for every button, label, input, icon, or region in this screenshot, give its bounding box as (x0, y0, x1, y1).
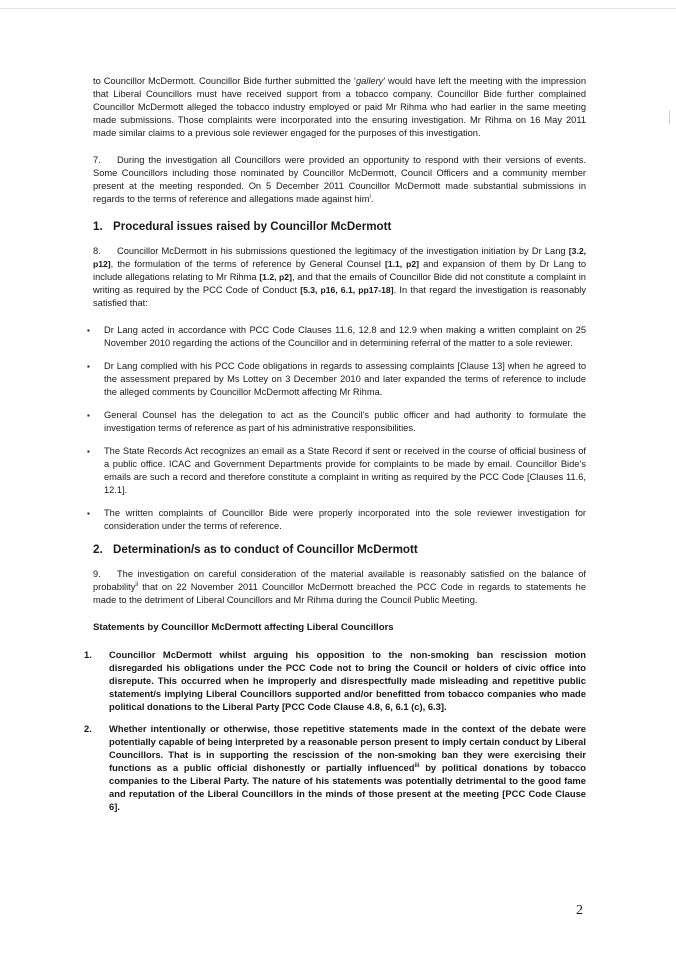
section-heading-procedural: 1. Procedural issues raised by Councillor McDermott (93, 220, 392, 233)
subheading-liberal-councillors: Statements by Councillor McDermott affecting Liberal Councillors (93, 622, 394, 633)
document-body (84, 75, 586, 822)
finding-item: 1. Councillor McDermott whilst arguing his opposition to the non-smoking ban rescission motion disregarded his obligations under the PCC Code not to bring the Council or holders of civic office into disrepute. This occurred when he improperly and disrespectfully made misleading and repetitive public statement/s implying Liberal Councillors supported and/or benefitted from tobacco companies who made political donations to the Liberal Party [PCC Code Clause 4.8, 6, 6.1 (c), 6.3]. (84, 649, 586, 712)
paragraph-number: 8. (93, 246, 101, 256)
reference: [1.1, p2] (385, 259, 419, 269)
footnote-marker: i (369, 193, 371, 200)
bullet-marker: ▪ (87, 447, 90, 456)
paragraph-number: 7. (93, 155, 101, 165)
list-item: ▪ The written complaints of Councillor Bide were properly incorporated into the sole reviewer investigation for consideration under the terms of reference. (87, 508, 586, 531)
paragraph-7: 7. During the investigation all Councillors were provided an opportunity to respond with their versions of events. Some Councillors including those nominated by Councillor McDermott, Council Officers and a community member present at the meeting responded. On 5 December 2011 Councillor McDermott made substantial submissions in regards to the terms of reference and allegations made against him$^i$. (93, 155, 586, 204)
bullet-marker: ▪ (87, 326, 90, 335)
findings-list (84, 648, 586, 813)
finding-item: 2. Whether intentionally or otherwise, those repetitive statements made in the context of the debate were potentially capable of being interpreted by a reasonable person present to imply certain conduct by Liberal Councillors. That is in supporting the rescission of the non-smoking ban they were exercising their functions as a public official dishonestly or partially influenced$^{iii}$ by political donations by tobacco companies to the Liberal Party. The nature of his statements was potentially detrimental to the good fame and reputation of the Liberal Councillors in the minds of those present at the meeting [PCC Code Clause 6]. (84, 723, 586, 812)
paragraph-9: 9. The investigation on careful consideration of the material available is reasonably satisfied on the balance of probability$^{ii}$ that on 22 November 2011 Councillor McDermott breached the PCC Code in regards to statements he made to the detriment of Liberal Councillors and Mr Rihma during the Council Public Meeting. (93, 569, 586, 605)
bullet-marker: ▪ (87, 362, 90, 371)
continuation-paragraph: to Councillor McDermott. Councillor Bide further submitted the ‘gallery’ would have left the meeting with the impression that Liberal Councillors must have received support from a tobacco company. Councillor Bide further complained Councillor McDermott alleged the tobacco industry employed or paid Mr Rihma who had earlier in the same meeting made submissions. Those complaints were incorporated into the ensuring investigation. Mr Rihma on 16 May 2011 made similar claims to a previous sole reviewer engaged for the purposes of this investigation. (93, 76, 586, 138)
finding-number: 2. (84, 723, 92, 734)
paragraph-number: 9. (93, 569, 101, 579)
page-number: 2 (576, 903, 583, 918)
reference: [1.2, p2] (259, 272, 292, 282)
reference: [3.2, p12] (93, 246, 586, 269)
satisfied-list (87, 324, 586, 533)
footnote-marker: iii (414, 762, 420, 769)
paragraph-8: 8. Councillor McDermott in his submissions questioned the legitimacy of the investigation initiation by Dr Lang [3.2, p12], the formulation of the terms of reference by General Counsel [1.1, p2] and expansion of them by Dr Lang to include allegations relating to Mr Rihma [1.2, p2], and that the emails of Councillor Bide did not constitute a complaint in writing as required by the PCC Code of Conduct [5.3, p16, 6.1, pp17-18]. In that regard the investigation is reasonably satisfied that: (93, 246, 586, 308)
list-item: ▪ Dr Lang acted in accordance with PCC Code Clauses 11.6, 12.8 and 12.9 when making a written complaint on 25 November 2010 regarding the actions of the Councillor and in determining referral of the matter to a sole reviewer. (87, 325, 586, 348)
list-item: ▪ General Counsel has the delegation to act as the Council’s public officer and had authority to formulate the investigation terms of reference as part of his administrative responsibilities. (87, 410, 586, 433)
page-edge-line (0, 8, 676, 9)
scan-mark (669, 110, 670, 124)
bullet-marker: ▪ (87, 411, 90, 420)
reference: [5.3, p16, 6.1, pp17-18] (300, 285, 394, 295)
bullet-marker: ▪ (87, 509, 90, 518)
finding-number: 1. (84, 649, 92, 660)
section-heading-determination: 2. Determination/s as to conduct of Councillor McDermott (93, 543, 418, 556)
footnote-marker: ii (135, 581, 139, 588)
list-item: ▪ Dr Lang complied with his PCC Code obligations in regards to assessing complaints [Clause 13] when he agreed to the assessment prepared by Ms Lottey on 3 December 2010 and later expanded the terms of reference to include the alleged comments by Councillor McDermott affecting Mr Rihma. (87, 361, 586, 397)
list-item: ▪ The State Records Act recognizes an email as a State Record if sent or received in the course of official business of a public office. ICAC and Government Departments provide for complaints to be made by email. Councillor Bide’s emails are such a record and therefore constitute a complaint in writing as required by the PCC Code [Clauses 11.6, 12.1]. (87, 446, 586, 495)
